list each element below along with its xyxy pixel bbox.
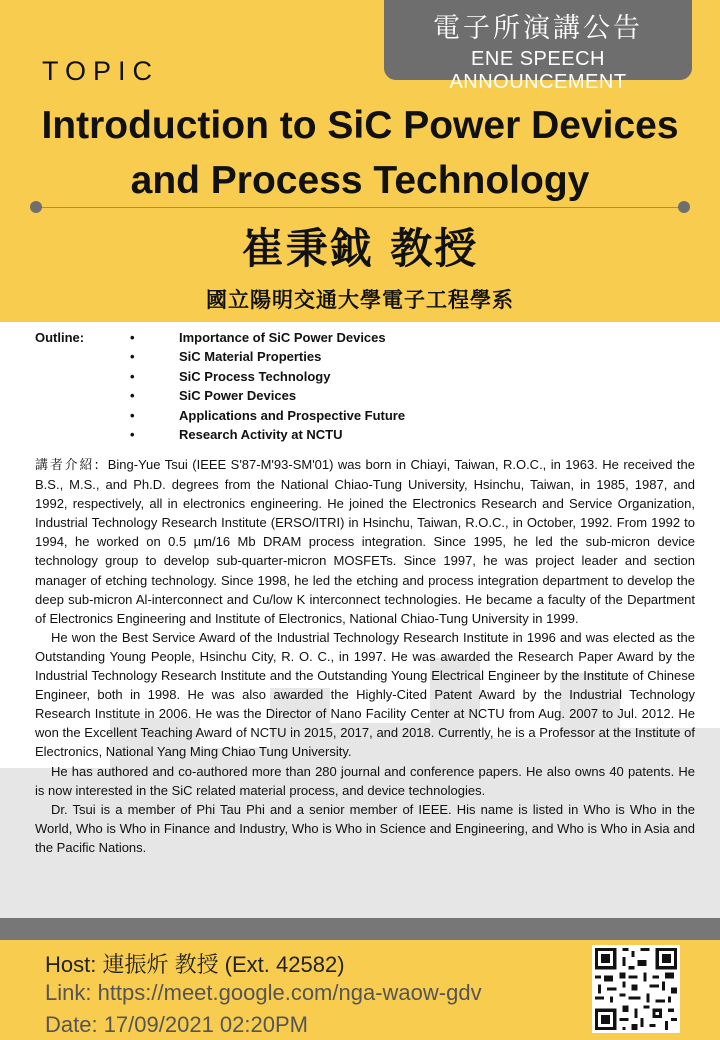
badge-title-zh: 電子所演講公告: [433, 13, 643, 44]
talk-title: Introduction to SiC Power Devices and Process Technology: [41, 104, 679, 202]
meeting-link[interactable]: Link: https://meet.google.com/nga-waow-gdv: [45, 980, 482, 1005]
divider-line: [36, 207, 684, 208]
divider-dot-right: [678, 201, 690, 213]
bio-paragraph: He won the Best Service Award of the Industrial Technology Research Institute in 1996 and was elected as the Outstanding Young People, Hsinchu City, R. O. C., in 1997. He was awarded the Research Paper Award by the Industrial Technology Research Institute and the Outstanding Young Electrical Engineer by the Institute of Chinese Engineer, both in 1998. He was also awarded the Highly-Cited Patent Award by the Industrial Technology Research Institute in 2006. He was the Director of Nano Facility Center at NCTU from Aug. 2007 to Jul. 2012. He won the Excellent Teaching Award of NCTU in 2015, 2017, and 2018. Currently, he is a Professor at the Institute of Electronics, National Yang Ming Chiao Tung University.: [35, 629, 695, 760]
outline-label: Outline:: [35, 330, 85, 345]
bio-paragraph: Dr. Tsui is a member of Phi Tau Phi and a senior member of IEEE. His name is listed in Who is Who in the World, Who is Who in Finance and Industry, Who is Who in Science and Engineering, and Who is Who in Asia and the Pacific Nations.: [35, 801, 695, 855]
outline-item: • SiC Process Technology: [130, 369, 405, 388]
header-band: [0, 0, 720, 322]
speaker-name: 崔秉鉞 教授: [241, 224, 479, 273]
bio-text: Bing-Yue Tsui (IEEE S'87-M'93-SM'01) was born in Chiayi, Taiwan, R.O.C., in 1963. He received the B.S., M.S., and Ph.D. degrees from the National Chiao-Tung University, Hsinchu, Taiwan, in 1985, 1987, and 1992, respectively, all in electronics engineering. He joined the Electronics Research and Service Organization, Industrial Technology Research Institute (ERSO/ITRI) in Hsinchu, Taiwan, R.O.C., in October, 1992. From 1992 to 1994, he worked on 0.5 µm/16 Mb DRAM process integration. Since 1995, he led the sub-micron device technology group to develop sub-quarter-micron MOSFETs. Since 1997, he was project leader and section manager of etching technology. Since 1998, he led the etching and process integration department to develop the deep sub-micron Al-interconnect and Cu/low K interconnect technologies. He became a faculty of the Department of Electronics Engineering and Institute of Electronics, National Chiao-Tung University in 1999.: [35, 457, 695, 626]
qr-code-icon[interactable]: [592, 945, 680, 1033]
speaker-bio: [35, 455, 695, 857]
outline-item: • Applications and Prospective Future: [130, 408, 405, 427]
badge-title-en: ENE SPEECH ANNOUNCEMENT: [449, 48, 627, 93]
outline-list: [130, 330, 405, 446]
outline-item: • SiC Power Devices: [130, 388, 405, 407]
outline-item: • SiC Material Properties: [130, 349, 405, 368]
bio-paragraph: [35, 455, 695, 628]
bio-paragraph: He has authored and co-authored more than 280 journal and conference papers. He also owns 40 patents. He is now interested in the SiC related material process, and device technologies.: [35, 763, 695, 798]
bio-label: 講者介紹:: [35, 458, 100, 473]
announcement-badge: [384, 0, 692, 93]
divider-dot-left: [30, 201, 42, 213]
outline-item: • Research Activity at NCTU: [130, 427, 405, 446]
event-date: Date: 17/09/2021 02:20PM: [45, 1012, 308, 1037]
topic-label: TOPIC: [42, 56, 160, 86]
speaker-affiliation: 國立陽明交通大學電子工程學系: [206, 288, 514, 312]
outline-item: • Importance of SiC Power Devices: [130, 330, 405, 349]
host-info: Host: 連振炘 教授 (Ext. 42582): [45, 952, 345, 977]
footer-divider-band: [0, 918, 720, 940]
